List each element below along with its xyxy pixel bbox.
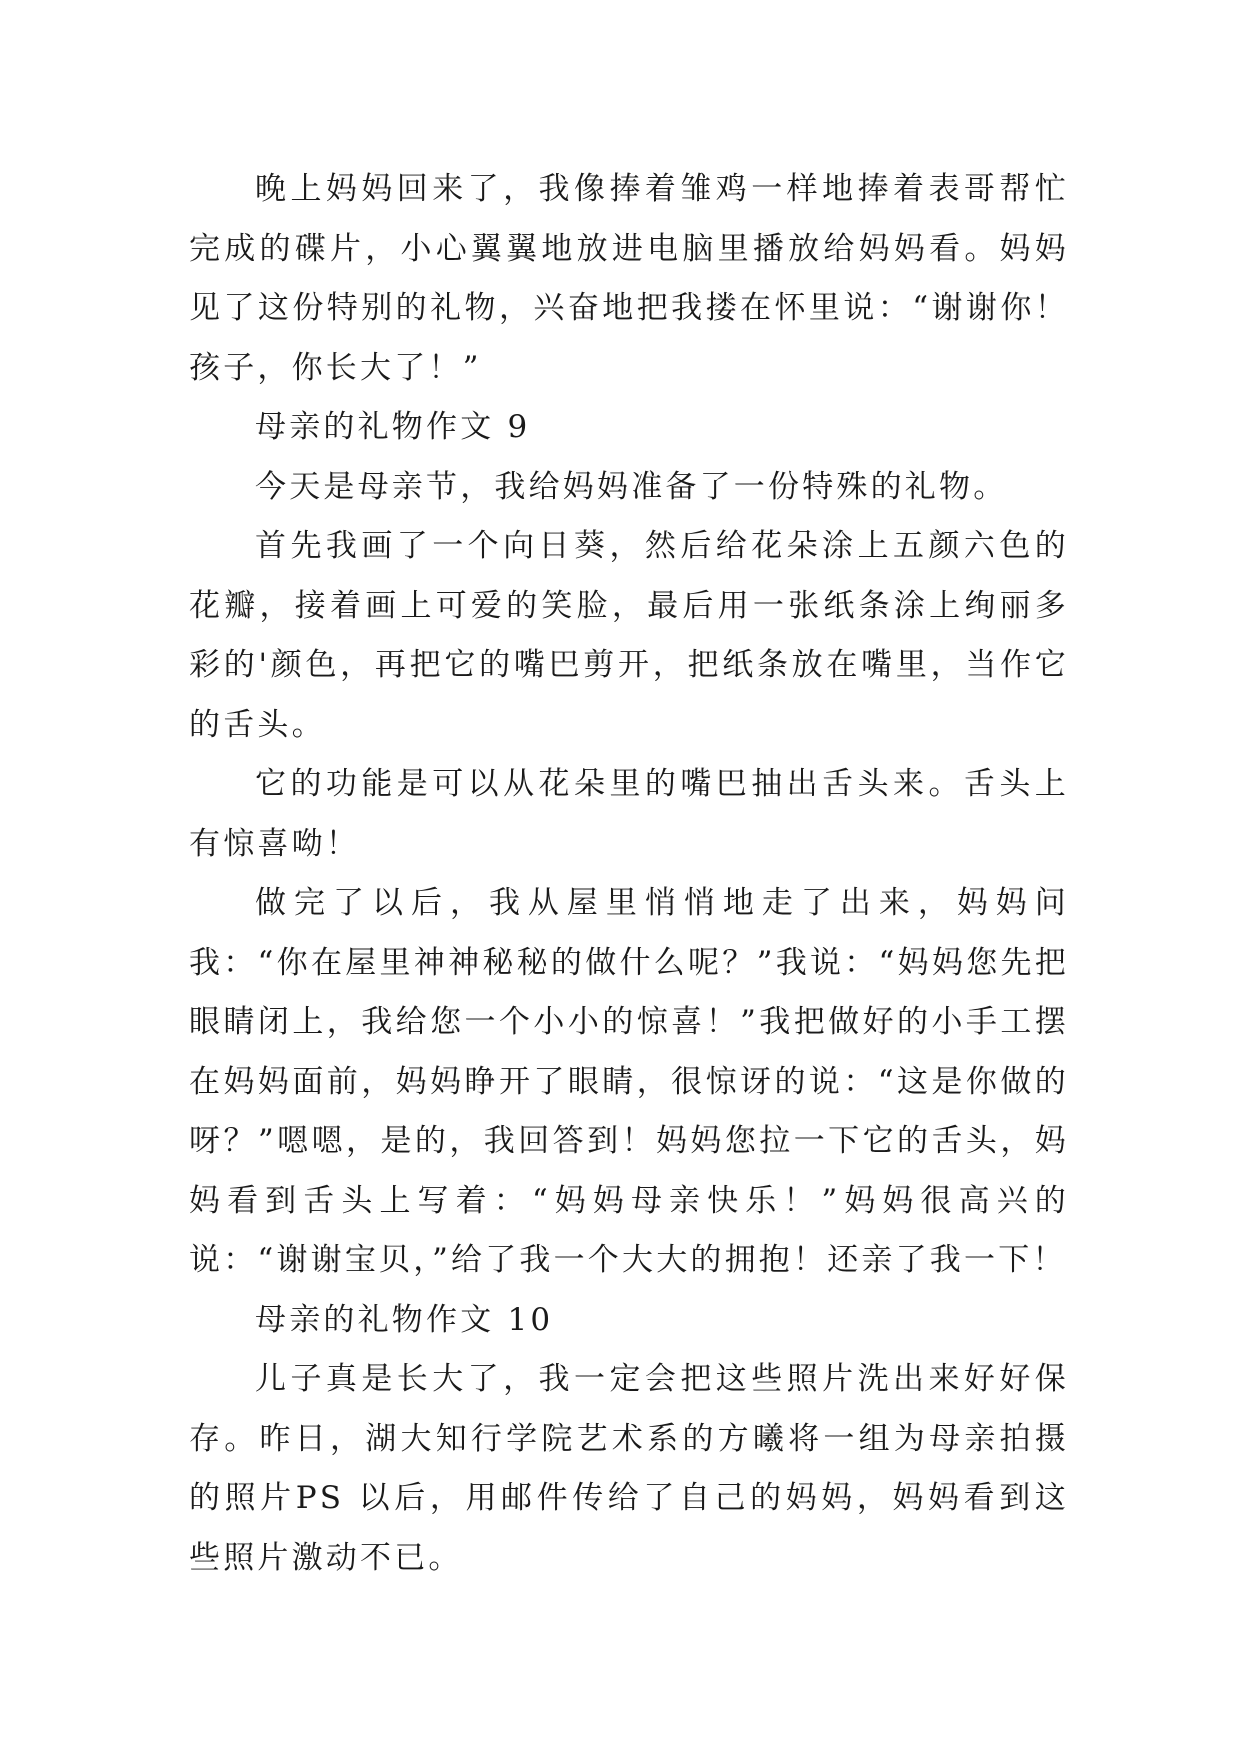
document-body [189, 160, 1069, 1588]
section-heading: 母亲的礼物作文 9 [255, 409, 531, 445]
section-heading: 母亲的礼物作文 10 [255, 1301, 554, 1338]
paragraph: 今天是母亲节，我给妈妈准备了一份特殊的礼物。 [255, 468, 1008, 505]
paragraph: 首先我画了一个向日葵，然后给花朵涂上五颜六色的花瓣，接着画上可爱的笑脸，最后用一张纸条涂上绚丽多彩的'颜色，再把它的嘴巴剪开，把纸条放在嘴里，当作它的舌头。 [189, 528, 1069, 743]
paragraph: 晚上妈妈回来了，我像捧着雏鸡一样地捧着表哥帮忙完成的碟片，小心翼翼地放进电脑里播放给妈妈看。妈妈见了这份特别的礼物，兴奋地把我搂在怀里说：“谢谢你！孩子，你长大了！” [189, 171, 1069, 386]
paragraph: 儿子真是长大了，我一定会把这些照片洗出来好好保存。昨日，湖大知行学院艺术系的方曦将一组为母亲拍摄的照片PS 以后，用邮件传给了自己的妈妈，妈妈看到这些照片激动不已。 [189, 1361, 1069, 1576]
paragraph: 它的功能是可以从花朵里的嘴巴抽出舌头来。舌头上有惊喜呦！ [189, 766, 1069, 862]
paragraph: 做完了以后，我从屋里悄悄地走了出来，妈妈问我：“你在屋里神神秘秘的做什么呢？”我说：“妈妈您先把眼睛闭上，我给您一个小小的惊喜！”我把做好的小手工摆在妈妈面前，妈妈睁开了眼睛，很惊讶的说：“这是你做的呀？”嗯嗯，是的，我回答到！妈妈您拉一下它的舌头，妈妈看到舌头上写着：“妈妈母亲快乐！”妈妈很高兴的说：“谢谢宝贝，”给了我一个大大的拥抱！还亲了我一下！ [189, 885, 1069, 1278]
